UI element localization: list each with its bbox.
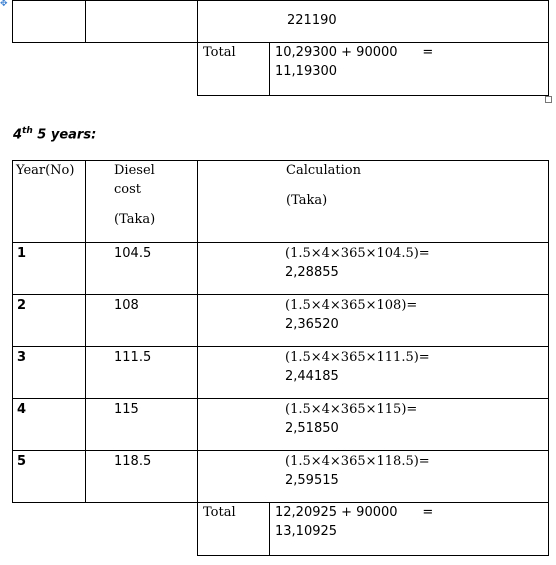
row4-calc-line2: 2,51850 bbox=[285, 421, 339, 436]
total-calc-line1: 10,29300 + 90000 = bbox=[275, 45, 434, 60]
main-total-calc-line2: 13,10925 bbox=[275, 524, 338, 539]
row2-calc-line1: (1.5×4×365×108)= bbox=[285, 298, 418, 313]
header-diesel-line1: Diesel bbox=[114, 163, 155, 178]
row2-cost: 108 bbox=[114, 298, 139, 313]
row5-year: 5 bbox=[17, 454, 27, 469]
table-resize-handle[interactable] bbox=[545, 96, 552, 103]
main-total-label: Total bbox=[203, 505, 236, 520]
row3-calc-line1: (1.5×4×365×111.5)= bbox=[285, 350, 430, 365]
row1-cost: 104.5 bbox=[114, 246, 152, 261]
carry-value: 221190 bbox=[287, 13, 337, 28]
total-calc-line2: 11,19300 bbox=[275, 64, 338, 79]
row4-cost: 115 bbox=[114, 402, 139, 417]
header-diesel-line2: cost bbox=[114, 182, 142, 197]
row5-calc-line1: (1.5×4×365×118.5)= bbox=[285, 454, 430, 469]
header-diesel-unit: (Taka) bbox=[114, 212, 156, 227]
table-move-handle-icon[interactable]: ✥ bbox=[0, 0, 8, 9]
header-year: Year(No) bbox=[16, 163, 75, 178]
row2-year: 2 bbox=[17, 298, 27, 313]
row1-calc-line2: 2,28855 bbox=[285, 265, 339, 280]
row4-year: 4 bbox=[17, 402, 27, 417]
row5-cost: 118.5 bbox=[114, 454, 152, 469]
header-calculation: Calculation bbox=[286, 163, 361, 178]
header-calc-unit: (Taka) bbox=[286, 193, 328, 208]
row1-calc-line1: (1.5×4×365×104.5)= bbox=[285, 246, 430, 261]
row3-year: 3 bbox=[17, 350, 27, 365]
row1-year: 1 bbox=[17, 246, 27, 261]
main-total-calc-line1: 12,20925 + 90000 = bbox=[275, 505, 434, 520]
row3-cost: 111.5 bbox=[114, 350, 152, 365]
total-label: Total bbox=[203, 45, 236, 60]
row2-calc-line2: 2,36520 bbox=[285, 317, 339, 332]
row4-calc-line1: (1.5×4×365×115)= bbox=[285, 402, 418, 417]
row3-calc-line2: 2,44185 bbox=[285, 369, 339, 384]
row5-calc-line2: 2,59515 bbox=[285, 473, 339, 488]
section-heading: 4th 5 years: bbox=[13, 126, 97, 143]
